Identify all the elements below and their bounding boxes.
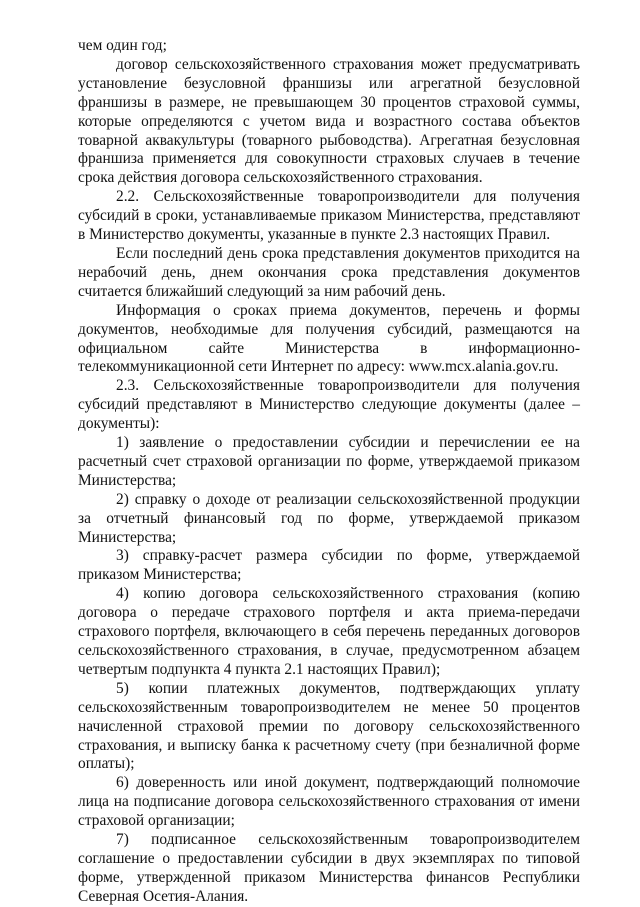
list-item-6: 6) доверенность или иной документ, подтверждающий полномочие лица на подписание договора сельскохозяйственного страхования от имени страховой организации; [78,774,580,830]
paragraph-franchise: договор сельскохозяйственного страхования может предусматривать установление безусловной франшизы или агрегатной безусловной франшизы в размере, не превышающем 30 процентов страховой суммы, которые определяются с учетом вида и возрастного состава объектов товарной аквакультуры (товарного рыбоводства). Агрегатная безусловная франшиза применяется для совокупности страховых случаев в течение срока действия договора сельскохозяйственного страхования. [78,55,580,187]
paragraph-2-3: 2.3. Сельскохозяйственные товаропроизводители для получения субсидий представляют в Министерство следующие документы (далее – документы): [78,377,580,433]
list-item-2: 2) справку о доходе от реализации сельскохозяйственной продукции за отчетный финансовый год по форме, утверждаемой приказом Министерства; [78,490,580,546]
list-item-3: 3) справку-расчет размера субсидии по форме, утверждаемой приказом Министерства; [78,547,580,584]
paragraph-2-2: 2.2. Сельскохозяйственные товаропроизводители для получения субсидий в сроки, устанавливаемые приказом Министерства, представляют в Министерство документы, указанные в пункте 2.3 настоящих Правил. [78,188,580,244]
paragraph-continuation: чем один год; [78,37,167,54]
list-item-7: 7) подписанное сельскохозяйственным товаропроизводителем соглашение о предоставлении субсидии в двух экземплярах по типовой форме, утвержденной приказом Министерства финансов Республики Северная Осетия-Алания. [78,831,580,905]
list-item-1: 1) заявление о предоставлении субсидии и перечислении ее на расчетный счет страховой организации по форме, утверждаемой приказом Министерства; [78,434,580,489]
document-page [78,37,580,907]
paragraph-information-website: Информация о сроках приема документов, перечень и формы документов, необходимые для получения субсидий, размещаются на официальном сайте Министерства в информационно-телекоммуникационной сети Интернет по адресу: www.mcx.alania.gov.ru. [78,301,580,376]
paragraph-deadline-holiday: Если последний день срока представления документов приходится на нерабочий день, днем окончания срока представления документов считается ближайший следующий за ним рабочий день. [78,244,580,300]
list-item-4: 4) копию договора сельскохозяйственного страхования (копию договора о передаче страхового портфеля и акта приема-передачи страхового портфеля, включающего в себя перечень переданных договоров сельскохозяйственного страхования, в случае, предусмотренном абзацем четвертым подпункта 4 пункта 2.1 настоящих Правил); [78,585,580,678]
list-item-5: 5) копии платежных документов, подтверждающих уплату сельскохозяйственным товаропроизводителем не менее 50 процентов начисленной страховой премии по договору сельскохозяйственного страхования, и выписку банка к расчетному счету (при безналичной форме оплаты); [78,679,580,773]
